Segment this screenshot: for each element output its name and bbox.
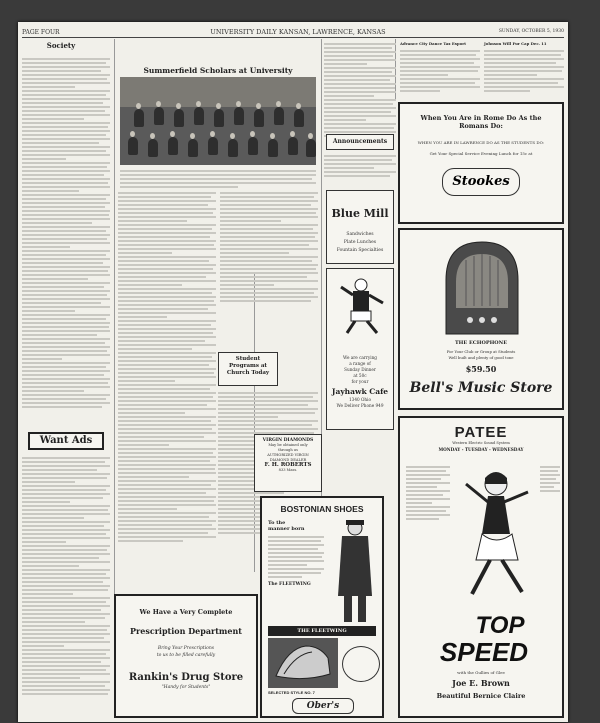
masthead-rule — [22, 37, 564, 38]
blue-mill-line2: Plate Lunches — [343, 240, 377, 245]
top-speed-top: TOP — [475, 612, 525, 639]
newspaper-page — [18, 22, 568, 722]
echophone-line1: For Your Club or Group at Students — [446, 349, 516, 354]
patee-right-text — [540, 464, 560, 494]
diamonds-line1: VIRGIN DIAMONDS — [262, 438, 314, 443]
blue-mill-line1: Sandwiches — [346, 232, 374, 237]
bostonian-style2: THE FLEETWING — [268, 626, 376, 636]
rankins-name: Rankin's Drug Store — [128, 672, 244, 683]
programs-heading: Student Programs at Church Today — [226, 356, 270, 376]
programs-heading-box — [218, 352, 278, 386]
diamonds-address: 833 Mass. — [278, 468, 298, 472]
jayhawk-cafe-ad — [326, 268, 394, 430]
stookes-logo: Stookes — [442, 168, 520, 196]
masthead-date: SUNDAY, OCTOBER 5, 1930 — [498, 29, 564, 34]
want-ads-heading: Want Ads — [39, 435, 93, 446]
want-ads-text — [22, 455, 110, 717]
dancing-figure-icon — [333, 275, 389, 335]
shoe-icon — [268, 638, 338, 688]
bostonian-title: BOSTONIAN SHOES — [280, 504, 364, 514]
jayhawk-line3: Sunday Dinner — [344, 367, 376, 372]
rankins-drug-store-ad — [114, 594, 258, 718]
scholars-photo — [120, 77, 316, 165]
rankins-line3: Bring Your Prescriptions — [157, 646, 215, 651]
top-right-text — [484, 48, 564, 96]
dancer-illustration-icon — [452, 464, 542, 604]
bostonian-shoes-ad — [260, 496, 384, 718]
blue-mill-ad — [326, 190, 394, 264]
radio-icon — [440, 238, 524, 336]
bostonian-style1: The FLEETWING — [268, 582, 311, 587]
diamonds-line5: DIAMOND DEALER — [269, 458, 307, 462]
diamonds-line3: through us — [278, 448, 298, 452]
stookes-subhead2: Get Your Special Service Evening Lunch for 15c at — [429, 151, 533, 156]
gentleman-illustration-icon — [330, 516, 380, 626]
echophone-price: $59.50 — [465, 364, 497, 374]
diamonds-ad — [254, 434, 322, 492]
diamonds-name: F. H. ROBERTS — [264, 462, 312, 468]
top-left-headline: Advance City Dance Tax Export — [400, 41, 466, 46]
scholars-headline: Summerfield Scholars at University — [143, 66, 293, 75]
jayhawk-address: 1340 Ohio — [349, 397, 371, 402]
want-ads-heading-box — [28, 432, 104, 450]
stookes-headline: When You Are in Rome Do As the Romans Do: — [420, 114, 542, 130]
patee-star2: Beautiful Bernice Claire — [436, 692, 526, 700]
top-left-text — [400, 48, 480, 96]
patee-with: with the Gullies of Glee — [457, 670, 505, 675]
rankins-line2: Prescription Department — [130, 626, 242, 636]
society-heading: Society — [46, 41, 76, 50]
col3-text-top — [324, 41, 396, 141]
bostonian-line2: manner born — [268, 526, 305, 532]
blue-mill-name: Blue Mill — [331, 207, 389, 220]
rankins-tagline: "Handy for Students" — [161, 685, 211, 690]
jayhawk-name: Jayhawk Cafe — [331, 387, 389, 396]
stookes-subhead: WHEN YOU ARE IN LAWRENCE DO AS THE STUDENTS DO: — [417, 140, 545, 145]
center-right-text — [220, 190, 318, 365]
society-heading-box — [38, 41, 84, 52]
top-right-headline: Johnson Will Fur Cap Dec. 11 — [484, 41, 547, 46]
jayhawk-line1: We are carrying — [342, 355, 377, 360]
jayhawk-line5: for your — [351, 379, 369, 384]
patee-days: MONDAY - TUESDAY - WEDNESDAY — [438, 447, 524, 452]
stookes-ad — [398, 102, 564, 224]
patee-ad — [398, 416, 564, 718]
patee-star1: Joe E. Brown — [452, 678, 510, 688]
jayhawk-line2: a range of — [349, 361, 371, 366]
page-label: PAGE FOUR — [22, 29, 60, 36]
patee-left-text — [406, 464, 450, 522]
announcements-heading: Announcements — [332, 138, 388, 145]
masthead-title: UNIVERSITY DAILY KANSAN, LAWRENCE, KANSAS — [210, 28, 386, 36]
announcements-text — [324, 153, 396, 185]
echophone-line2: Well built and plenty of good tone — [448, 355, 514, 360]
bostonian-label: SELECTED STYLE NO. 7 — [268, 690, 315, 695]
diamonds-line2: May be obtained only — [268, 443, 308, 447]
echophone-name: THE ECHOPHONE — [454, 340, 508, 346]
diamonds-line4: AUTHORIZED VIRGIN — [267, 453, 309, 457]
blue-mill-line3: Fountain Specialties — [336, 248, 384, 253]
rankins-line1: We Have a Very Complete — [139, 608, 233, 616]
rankins-line4: to us to be filled carefully — [156, 653, 216, 658]
bells-music-store-logo: Bell's Music Store — [409, 380, 553, 396]
jayhawk-phone: We Deliver Phone 949 — [336, 403, 384, 408]
patee-sub: Western Electric Sound System — [452, 441, 510, 445]
bostonian-emblem — [342, 646, 380, 682]
scholars-caption — [120, 168, 316, 190]
echophone-ad — [398, 228, 564, 410]
patee-name: PATEE — [454, 424, 508, 441]
bostonian-line1: To the — [268, 520, 286, 526]
obers-logo: Ober's — [292, 698, 354, 714]
announcements-heading-box — [326, 134, 394, 150]
top-speed-speed: SPEED — [439, 637, 529, 667]
jayhawk-line4: at 50c — [353, 373, 367, 378]
society-text — [22, 56, 110, 446]
